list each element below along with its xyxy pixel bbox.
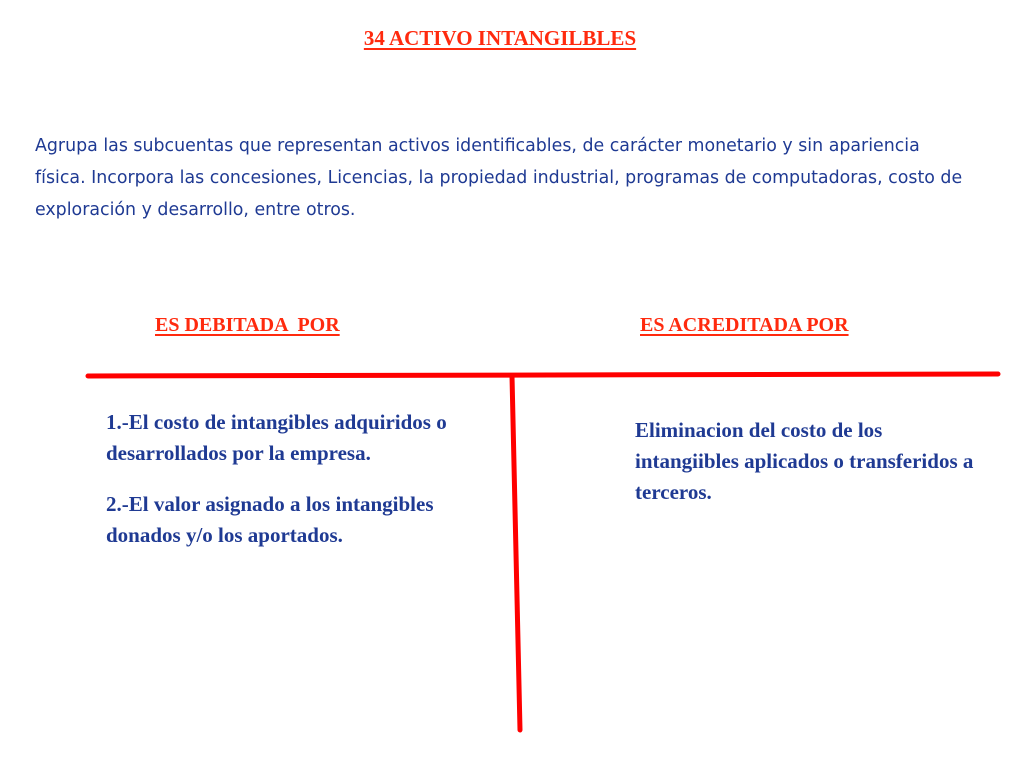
t-account-vertical-line: [512, 376, 520, 730]
account-description: Agrupa las subcuentas que representan activos identificables, de carácter monetario y sin apariencia física. Incorpora las concesiones, Licencias, la propiedad industrial, programas de computadoras, costo de exploración y desarrollo, entre otros.: [35, 136, 963, 220]
debit-entry: 2.-El valor asignado a los intangibles donados y/o los aportados.: [106, 492, 434, 547]
credit-entry: Eliminacion del costo de los intangiibles aplicados o transferidos a terceros.: [635, 418, 974, 504]
debit-entries: [106, 407, 466, 571]
debit-column-header: ES DEBITADA POR: [155, 314, 340, 336]
credit-column-header: ES ACREDITADA POR: [640, 314, 849, 336]
t-account-horizontal-line: [88, 374, 998, 376]
debit-entry: 1.-El costo de intangibles adquiridos o desarrollados por la empresa.: [106, 410, 447, 465]
credit-entries: [635, 415, 975, 528]
slide-title: 34 ACTIVO INTANGILBLES: [363, 26, 637, 50]
